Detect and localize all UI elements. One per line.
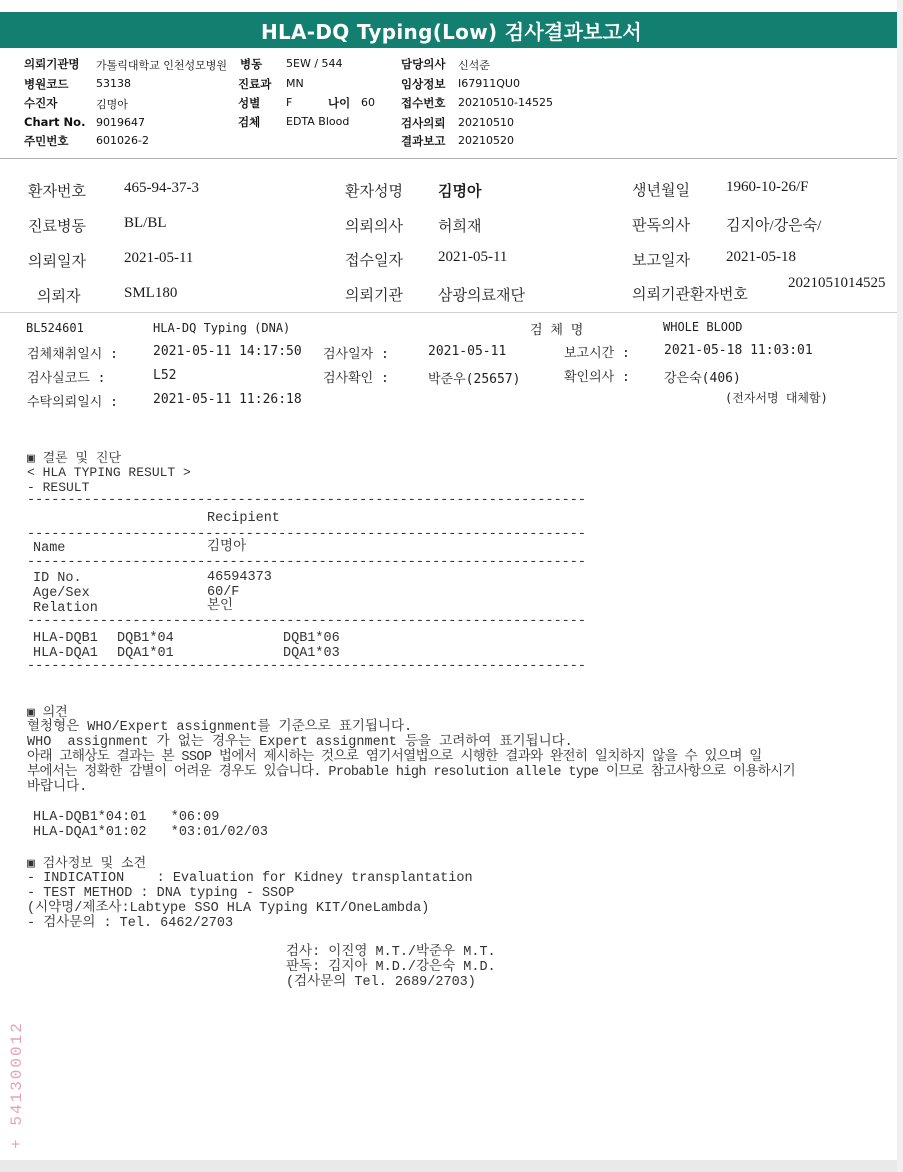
agesex-label: Age/Sex <box>33 586 90 601</box>
dob-label: 생년월일 <box>632 183 690 199</box>
receipt-date-label: 접수일자 <box>345 253 403 269</box>
relation-label: Relation <box>33 601 98 616</box>
opinion-line-5: 바랍니다. <box>27 780 88 795</box>
resident-value: 601026-2 <box>96 134 149 147</box>
dob-value: 1960-10-26/F <box>726 179 809 195</box>
resident-label: 주민번호 <box>24 134 69 148</box>
req-date-label: 의뢰일자 <box>28 254 86 270</box>
room-value: L52 <box>153 368 177 383</box>
hospital-code-label: 병원코드 <box>24 77 69 91</box>
conclusion-heading: ▣ 결론 및 진단 <box>27 451 122 466</box>
ward-label: 병동 <box>240 57 263 71</box>
request-value: 20210510 <box>458 116 514 129</box>
high-res-line-1: HLA-DQB1*04:01 *06:09 <box>33 810 220 825</box>
report-time-value: 2021-05-18 11:03:01 <box>664 343 813 358</box>
locus-row-1-allele1: DQB1*04 <box>117 631 174 646</box>
result-rule-1: --------------------------------------------------------------------- <box>27 493 586 508</box>
report-date-label: 보고일자 <box>632 253 690 269</box>
dept-value: MN <box>286 77 304 90</box>
ward-label-2: 진료병동 <box>28 219 86 235</box>
pid-value: 465-94-37-3 <box>124 180 199 196</box>
receipt-no-value: 20210510-14525 <box>458 96 553 109</box>
confirm-label: 검사확인 : <box>323 371 389 386</box>
confirm-value: 박준우(25657) <box>428 372 521 387</box>
side-document-number-text: + 541300012 <box>8 1021 26 1149</box>
pid-label: 환자번호 <box>28 184 86 200</box>
trust-label: 수탁의뢰일시 : <box>27 395 119 410</box>
specimen-label: 검체 <box>238 115 261 129</box>
dept-label: 진료과 <box>238 77 272 91</box>
agesex-value: 60/F <box>207 585 240 600</box>
result-label: - RESULT <box>27 480 90 495</box>
clinical-info-value: I67911QU0 <box>458 77 520 90</box>
req-org-pid-value: 2021051014525 <box>788 275 886 291</box>
room-label: 검사실코드 : <box>27 371 106 386</box>
examinee-label: 수진자 <box>24 96 58 110</box>
patient-divider <box>0 312 903 313</box>
name-label: Name <box>33 541 66 556</box>
opinion-line-2: WHO assignment 가 없는 경우는 Expert assignment 등을 고려하여 표기됩니다. <box>27 735 573 750</box>
info-line-4: - 검사문의 : Tel. 6462/2703 <box>27 916 234 931</box>
trust-value: 2021-05-11 11:26:18 <box>153 392 302 407</box>
header-divider <box>0 158 903 159</box>
examinee-value: 김명아 <box>96 98 128 111</box>
request-label: 검사의뢰 <box>401 116 446 130</box>
recipient-label: Recipient <box>207 511 280 526</box>
signature-line-2: 판독: 김지아 M.D./강은숙 M.D. <box>286 960 496 975</box>
institution-value: 가톨릭대학교 인천성모병원 <box>96 59 228 72</box>
reading-doctor-value: 김지아/강은숙/ <box>726 218 822 234</box>
specimen-value: EDTA Blood <box>286 115 350 128</box>
hospital-code-value: 53138 <box>96 77 131 90</box>
collect-value: 2021-05-11 14:17:50 <box>153 344 302 359</box>
result-rule-2: --------------------------------------------------------------------- <box>27 527 586 542</box>
signature-line-3: (검사문의 Tel. 2689/2703) <box>286 975 476 990</box>
opinion-line-4: 부에서는 정확한 감별이 어려운 경우도 있습니다. Probable high resolution allele type 이므로 참고사항으로 이용하시기 <box>27 765 796 780</box>
test-date-value: 2021-05-11 <box>428 344 507 359</box>
req-doctor-label: 의뢰의사 <box>345 219 403 235</box>
requester-value: SML180 <box>124 285 178 301</box>
physician-value: 신석준 <box>458 59 490 72</box>
age-value: 60 <box>361 96 375 109</box>
reading-doctor-label: 판독의사 <box>632 218 690 234</box>
collect-label: 검체채취일시 : <box>27 347 119 362</box>
info-line-1: - INDICATION : Evaluation for Kidney transplantation <box>27 871 473 886</box>
id-label: ID No. <box>33 571 82 586</box>
chart-label: Chart No. <box>24 115 86 129</box>
exam-code: BL524601 <box>26 321 84 335</box>
typing-result-label: < HLA TYPING RESULT > <box>27 465 191 480</box>
opinion-heading: ▣ 의견 <box>27 705 68 720</box>
sex-value: F <box>286 96 293 109</box>
receipt-no-label: 접수번호 <box>401 96 446 110</box>
report-title-bar <box>0 12 903 48</box>
patient-name-value: 김명아 <box>438 184 482 200</box>
req-org-label: 의뢰기관 <box>345 288 403 304</box>
result-rule-3: --------------------------------------------------------------------- <box>27 555 586 570</box>
locus-row-1-locus: HLA-DQB1 <box>33 631 98 646</box>
report-value: 20210520 <box>458 134 514 147</box>
requester-label: 의뢰자 <box>37 289 81 305</box>
report-title: HLA-DQ Typing(Low) 검사결과보고서 <box>260 19 643 44</box>
req-org-value: 삼광의료재단 <box>438 288 525 304</box>
opinion-line-1: 혈청형은 WHO/Expert assignment를 기준으로 표기됩니다. <box>27 720 413 735</box>
patient-name-label: 환자성명 <box>345 184 403 200</box>
bottom-band <box>0 1160 903 1172</box>
req-date-value: 2021-05-11 <box>124 250 194 266</box>
exam-name: HLA-DQ Typing (DNA) <box>153 321 291 335</box>
chart-value: 9019647 <box>96 116 145 129</box>
opinion-line-3: 아래 고해상도 결과는 본 SSOP 법에서 제시하는 것으로 염기서열법으로 시행한 결과와 완전히 일치하지 않을 수 있으며 일 <box>27 750 762 765</box>
req-org-pid-label: 의뢰기관환자번호 <box>632 287 748 303</box>
locus-row-2-locus: HLA-DQA1 <box>33 646 98 661</box>
side-document-number <box>4 1010 30 1160</box>
confirm-doc-label: 확인의사 : <box>564 370 630 385</box>
esign-note: (전자서명 대체함) <box>725 391 828 405</box>
institution-label: 의뢰기관명 <box>24 57 80 71</box>
info-line-3: (시약명/제조사:Labtype SSO HLA Typing KIT/OneLambda) <box>27 901 430 916</box>
relation-value: 본인 <box>207 599 234 614</box>
confirm-doc-value: 강은숙(406) <box>664 371 741 386</box>
id-value: 46594373 <box>207 570 272 585</box>
locus-row-1-allele2: DQB1*06 <box>283 631 340 646</box>
receipt-date-value: 2021-05-11 <box>438 249 508 265</box>
report-label: 결과보고 <box>401 134 446 148</box>
name-value: 김명아 <box>207 540 247 555</box>
result-rule-4: --------------------------------------------------------------------- <box>27 614 586 629</box>
sex-label: 성별 <box>238 96 261 110</box>
info-heading: ▣ 검사정보 및 소견 <box>27 856 147 871</box>
clinical-info-label: 임상정보 <box>401 77 446 91</box>
specimen-name-label: 검 체 명 <box>530 323 584 338</box>
result-rule-5: --------------------------------------------------------------------- <box>27 659 586 674</box>
info-line-2: - TEST METHOD : DNA typing - SSOP <box>27 886 295 901</box>
report-time-label: 보고시간 : <box>564 346 630 361</box>
specimen-name-value: WHOLE BLOOD <box>663 320 743 334</box>
signature-line-1: 검사: 이진영 M.T./박준우 M.T. <box>286 945 496 960</box>
right-edge <box>897 0 903 1172</box>
age-label: 나이 <box>328 96 351 110</box>
ward-value: 5EW / 544 <box>286 57 343 70</box>
locus-row-2-allele2: DQA1*03 <box>283 646 340 661</box>
ward-value-2: BL/BL <box>124 215 167 231</box>
high-res-line-2: HLA-DQA1*01:02 *03:01/02/03 <box>33 825 268 840</box>
req-doctor-value: 허희재 <box>438 219 482 235</box>
report-date-value: 2021-05-18 <box>726 249 796 265</box>
test-date-label: 검사일자 : <box>323 347 389 362</box>
locus-row-2-allele1: DQA1*01 <box>117 646 174 661</box>
physician-label: 담당의사 <box>401 57 446 71</box>
